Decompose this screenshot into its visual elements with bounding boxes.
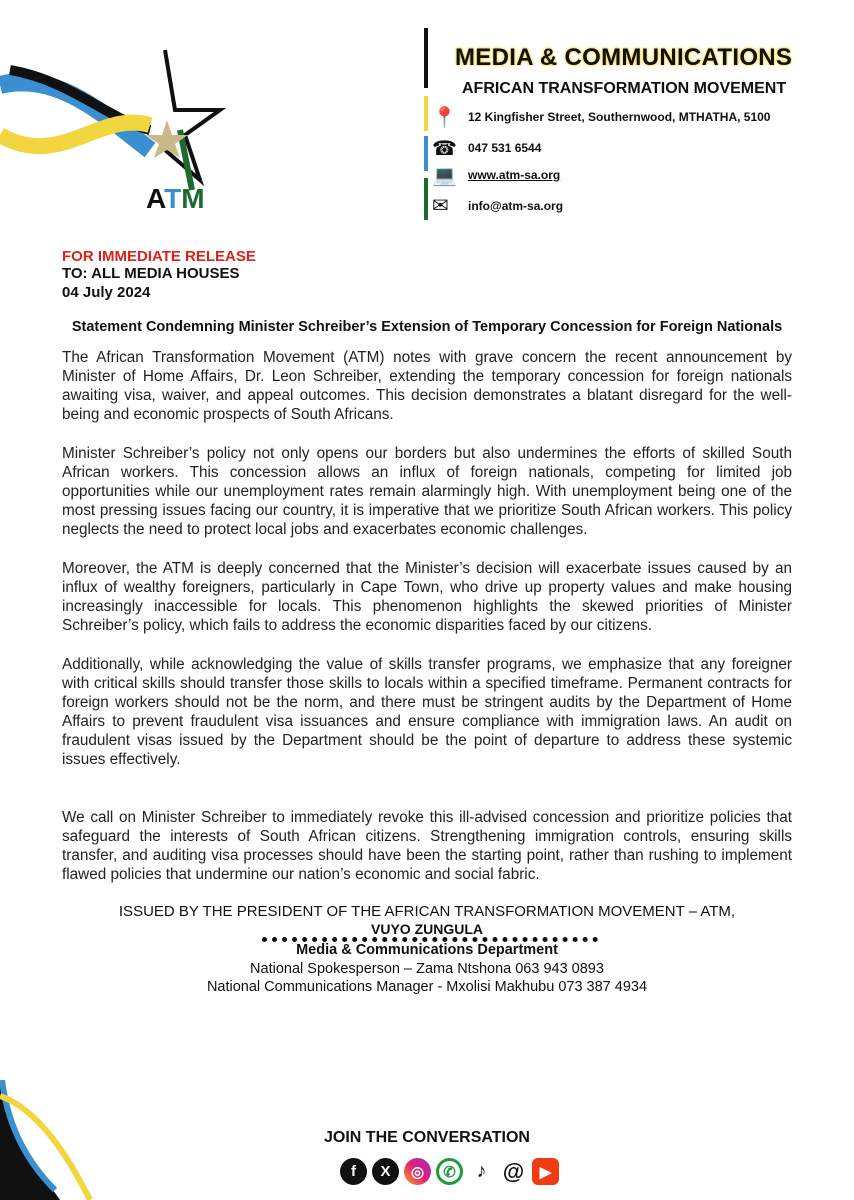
paragraph: Minister Schreiber’s policy not only opens our borders but also undermines the efforts of skilled South African workers. This concession allows an influx of foreign nationals, competing for limited job opportunities while our unemployment rates remain alarmingly high. With unemployment being one of the most pressing issues facing our country, it is imperative that we prioritize South African workers. This policy neglects the need to protect local jobs and exacerbates economic challenges. <box>62 445 792 538</box>
svg-text:ATM: ATM <box>146 183 205 210</box>
release-to: TO: ALL MEDIA HOUSES <box>62 265 240 282</box>
x-icon[interactable]: X <box>372 1158 399 1185</box>
release-date: 04 July 2024 <box>62 284 151 301</box>
communications-manager: National Communications Manager - Mxolisi Makhubu 073 387 4934 <box>206 979 648 995</box>
email-link[interactable]: info@atm-sa.org <box>468 199 564 213</box>
whatsapp-icon[interactable]: ✆ <box>436 1158 463 1185</box>
divider <box>424 136 428 171</box>
divider <box>424 96 428 131</box>
header-subtitle: AFRICAN TRANSFORMATION MOVEMENT <box>462 80 787 97</box>
paragraph: We call on Minister Schreiber to immediately revoke this ill-advised concession and prioritize policies that safeguard the interests of South African citizens. Strengthening immigration controls, ensuring skills transfer, and auditing visa processes should have been the starting point, rather than rushing to implement flawed policies that undermine our nation’s economic and social fabric. <box>62 809 792 883</box>
envelope-icon: ✉ <box>432 195 449 217</box>
atm-logo <box>0 40 240 210</box>
spokesperson: National Spokesperson – Zama Ntshona 063 943 0893 <box>250 961 604 977</box>
website-link[interactable]: www.atm-sa.org <box>468 168 561 182</box>
department: Media & Communications Department <box>296 942 558 958</box>
telephone-icon: ☎ <box>432 138 457 160</box>
instagram-icon[interactable]: ◎ <box>404 1158 431 1185</box>
header-title: MEDIA & COMMUNICATIONS <box>455 44 793 71</box>
release-label: FOR IMMEDIATE RELEASE <box>62 248 256 265</box>
divider <box>424 28 428 88</box>
youtube-icon[interactable]: ▶ <box>532 1158 559 1185</box>
threads-icon[interactable]: @ <box>500 1158 527 1185</box>
statement-title: Statement Condemning Minister Schreiber’s Extension of Temporary Concession for Foreign Nationals <box>71 319 783 335</box>
paragraph: Additionally, while acknowledging the value of skills transfer programs, we emphasize that any foreigner with critical skills should transfer those skills to locals within a specified timeframe. Permanent contracts for foreign workers should not be the norm, and there must be stringent audits by the Department of Home Affairs to prevent fraudulent visa issuances and ensure compliance with immigration laws. An audit on fraudulent visas issued by the Department should be the point of departure to address these systemic issues effectively. <box>62 656 792 768</box>
social-icons <box>340 1158 559 1185</box>
join-conversation: JOIN THE CONVERSATION <box>324 1129 530 1146</box>
phone: 047 531 6544 <box>468 141 542 155</box>
location-pin-icon: 📍 <box>432 107 457 129</box>
facebook-icon[interactable]: f <box>340 1158 367 1185</box>
paragraph: The African Transformation Movement (ATM) notes with grave concern the recent announcement by Minister of Home Affairs, Dr. Leon Schreiber, extending the temporary concession for foreign nationals awaiting visa, waiver, and appeal outcomes. This decision demonstrates a blatant disregard for the well-being and economic prospects of South Africans. <box>62 349 792 423</box>
address: 12 Kingfisher Street, Southernwood, MTHATHA, 5100 <box>468 110 771 124</box>
divider <box>424 178 428 220</box>
tiktok-icon[interactable]: ♪ <box>468 1158 495 1185</box>
paragraph: Moreover, the ATM is deeply concerned that the Minister’s decision will exacerbate issues caused by an influx of wealthy foreigners, particularly in Cape Town, who drive up property values and make housing increasingly inaccessible for locals. This phenomenon highlights the skewed priorities of Minister Schreiber’s policy, which fails to address the economic disparities faced by our citizens. <box>62 560 792 634</box>
issued-by: ISSUED BY THE PRESIDENT OF THE AFRICAN TRANSFORMATION MOVEMENT – ATM, <box>118 903 736 920</box>
computer-icon: 💻 <box>432 165 457 187</box>
president-name: VUYO ZUNGULA <box>371 921 483 937</box>
